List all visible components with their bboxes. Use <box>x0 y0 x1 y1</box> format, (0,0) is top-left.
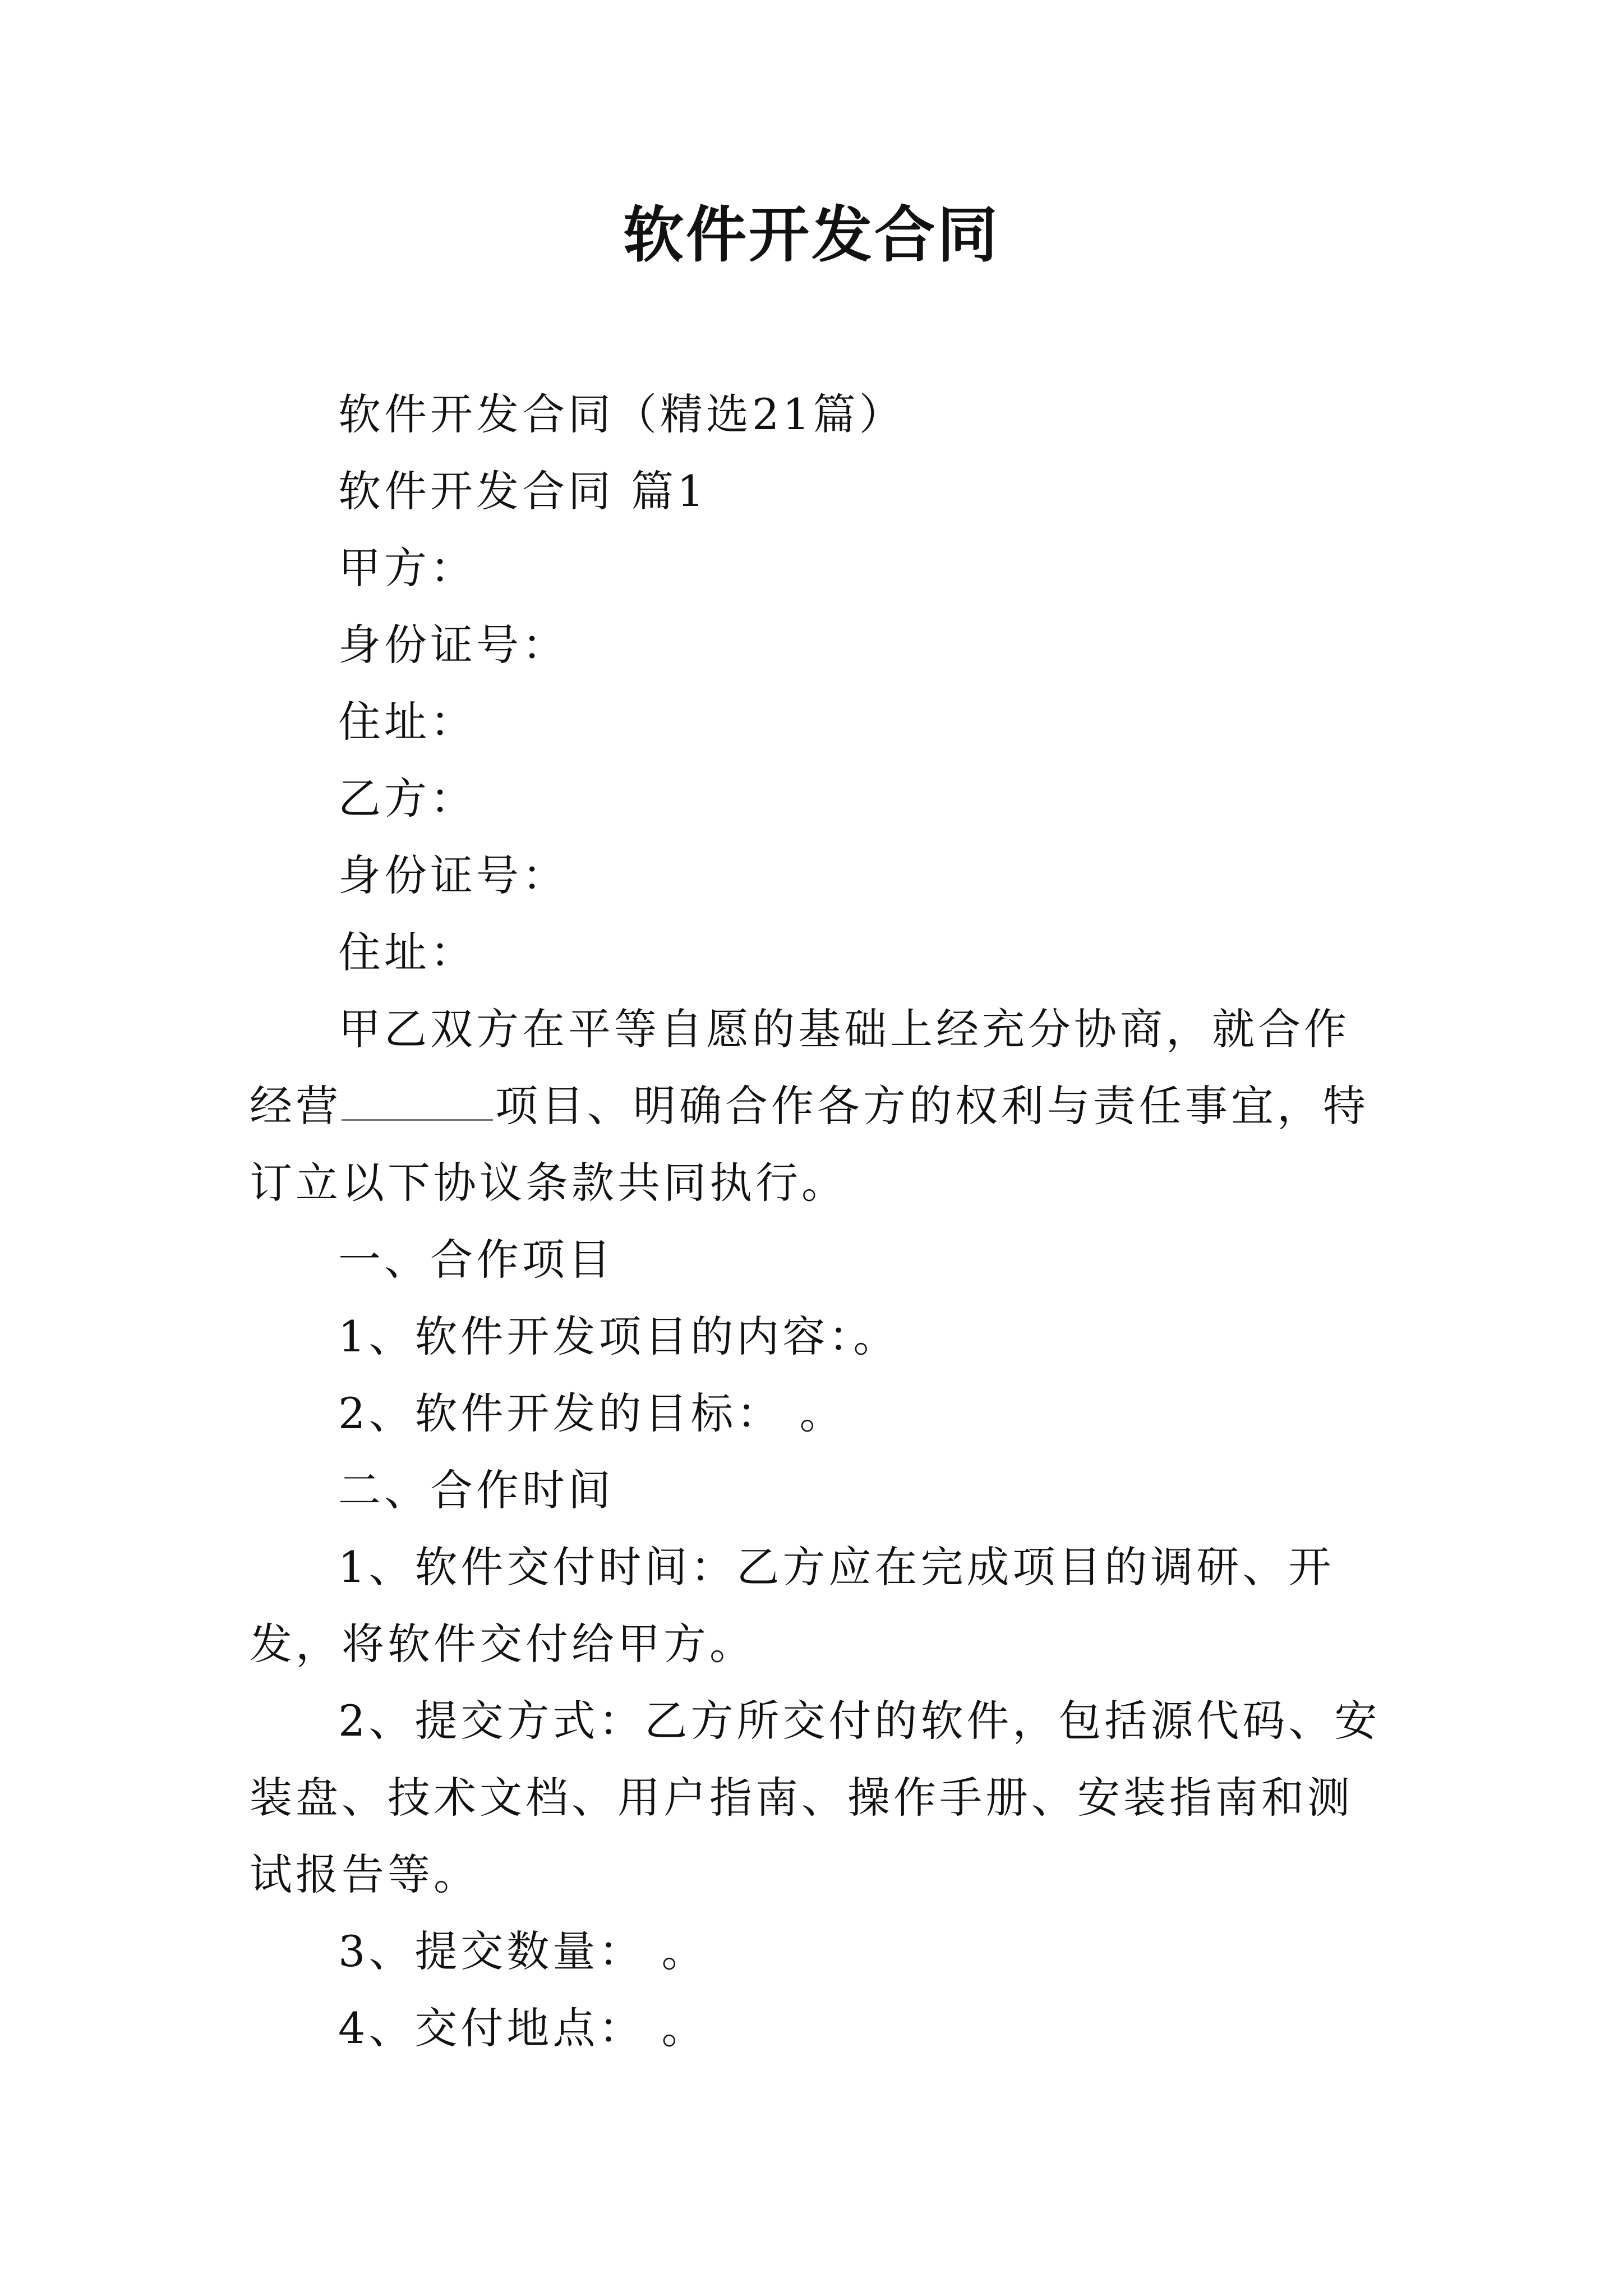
subtitle: 软件开发合同（精选21篇） <box>338 389 905 439</box>
party-b-address-label: 住址： <box>338 927 476 977</box>
intro-paragraph <box>250 991 1388 1221</box>
intro-after-blank: 项目、明确合作各方的权利与责任事宜，特订立以下协议条款共同执行。 <box>250 1081 1369 1208</box>
document-body <box>250 376 1388 2067</box>
party-b-id-label: 身份证号： <box>338 850 568 900</box>
party-a-id-label: 身份证号： <box>338 620 568 670</box>
heading-cooperation-project: 一、合作项目 <box>338 1235 614 1285</box>
item-submission-quantity: 3、提交数量： 。 <box>338 1926 708 1976</box>
item-delivery-time: 1、软件交付时间：乙方应在完成项目的调研、开发，将软件交付给甲方。 <box>250 1542 1335 1669</box>
party-a-label: 甲方： <box>338 543 476 593</box>
intro-before-blank: 甲乙双方在平等自愿的基础上经充分协商，就合作经营 <box>250 1004 1350 1131</box>
section-heading: 软件开发合同 篇1 <box>338 466 708 516</box>
heading-cooperation-time: 二、合作时间 <box>338 1465 614 1515</box>
item-delivery-location: 4、交付地点： 。 <box>338 2003 708 2053</box>
item-submission-method: 2、提交方式：乙方所交付的软件，包括源代码、安装盘、技术文档、用户指南、操作手册、安装指南和测试报告等。 <box>250 1696 1381 1899</box>
item-project-content: 1、软件开发项目的内容：。 <box>338 1312 900 1361</box>
document-title: 软件开发合同 <box>623 200 1000 270</box>
fill-in-blank <box>342 1115 493 1121</box>
item-project-goal: 2、软件开发的目标： 。 <box>338 1388 846 1438</box>
party-a-address-label: 住址： <box>338 697 476 747</box>
party-b-label: 乙方： <box>338 774 476 823</box>
